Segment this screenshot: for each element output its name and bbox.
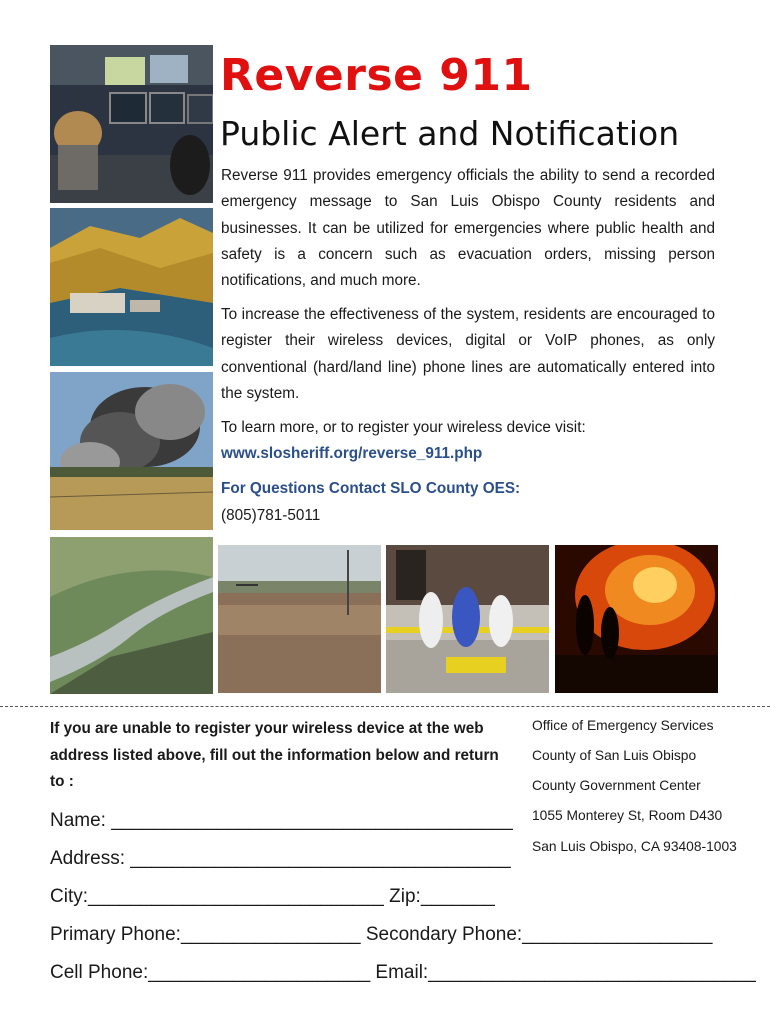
contact-phone: (805)781-5011 — [221, 507, 321, 524]
return-address-line-2: County of San Luis Obispo — [532, 748, 697, 763]
contact-heading: For Questions Contact SLO County OES: — [221, 480, 521, 497]
firefighters-blaze-photo — [555, 545, 718, 693]
wildfire-smoke-photo — [50, 372, 213, 530]
address-field[interactable]: Address: ____________________________________ — [50, 848, 511, 869]
page-title: Reverse 911 — [220, 50, 533, 101]
river-flood-aerial-photo — [50, 537, 213, 694]
registration-paragraph: To increase the effectiveness of the system, residents are encouraged to register their wireless devices, digital or VoIP phones, as only conventional (hard/land line) phone lines are automatically entered into the system. — [221, 306, 715, 402]
cell-email-fields[interactable]: Cell Phone:_____________________ Email:_______________________________ — [50, 962, 756, 983]
return-address-line-3: County Government Center — [532, 778, 701, 793]
city-zip-field[interactable]: City:____________________________ Zip:_______ — [50, 886, 495, 907]
hazmat-team-photo — [386, 545, 549, 693]
page-subtitle: Public Alert and Notification — [220, 114, 680, 153]
return-address-line-1: Office of Emergency Services — [532, 718, 714, 733]
return-address-line-5: San Luis Obispo, CA 93408-1003 — [532, 839, 737, 854]
return-address-line-4: 1055 Monterey St, Room D430 — [532, 808, 723, 823]
intro-paragraph: Reverse 911 provides emergency officials the ability to send a recorded emergency message to San Luis Obispo County residents and businesses. It can be utilized for emergencies where public health and safety is a concern such as evacuation orders, missing person notifications, and much more. — [221, 167, 715, 290]
cut-line-divider — [0, 706, 770, 707]
hillside-facility-photo — [50, 208, 213, 366]
learn-more-text: To learn more, or to register your wireless device visit: — [221, 419, 586, 436]
phone-fields[interactable]: Primary Phone:_________________ Secondary Phone:__________________ — [50, 924, 713, 945]
form-instructions: If you are unable to register your wireless device at the web address listed above, fill out the information below and return to : — [50, 720, 499, 790]
registration-link[interactable]: www.slosheriff.org/reverse_911.php — [221, 445, 483, 462]
name-field[interactable]: Name: ______________________________________ — [50, 810, 513, 831]
flooded-field-photo — [218, 545, 381, 693]
dispatch-center-photo — [50, 45, 213, 203]
